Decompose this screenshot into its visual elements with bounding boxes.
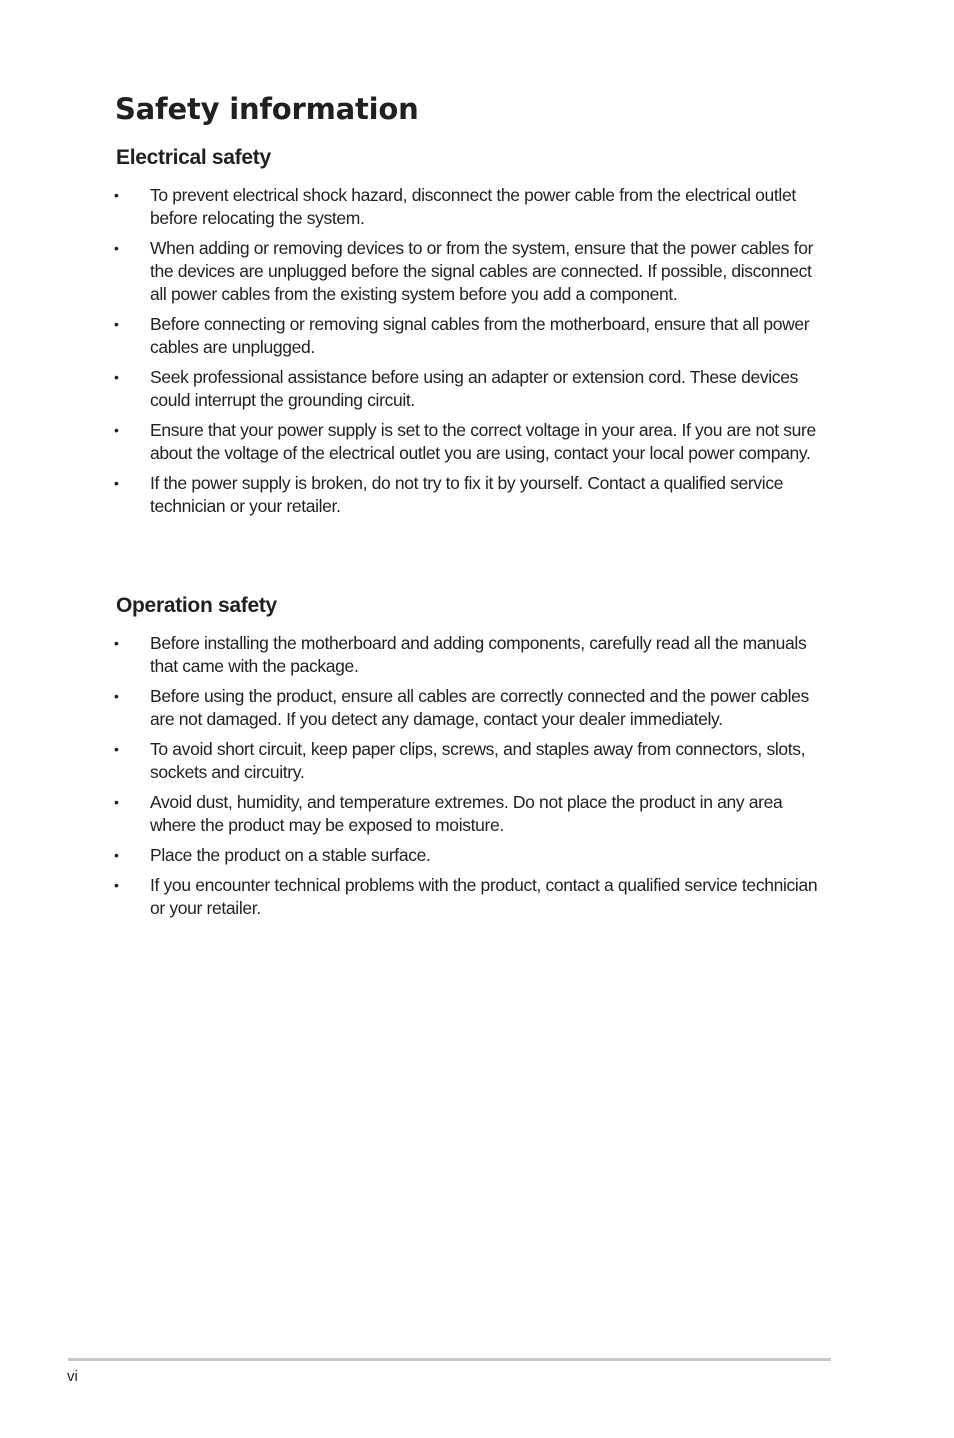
list-item-text: Before installing the motherboard and adding components, carefully read all the manuals that came with the package. [150,633,807,676]
bullet-icon: • [114,422,119,438]
list-item [0,791,832,837]
list-item [0,738,832,784]
list-item-text: Place the product on a stable surface. [150,845,431,865]
list-item [0,685,832,731]
bullet-icon: • [114,741,119,757]
list-item [0,844,832,867]
footer-divider [68,1358,831,1361]
bullet-icon: • [114,877,119,893]
list-item-text: If you encounter technical problems with the product, contact a qualified service technician or your retailer. [150,875,818,918]
bullet-icon: • [114,369,119,385]
list-item [0,313,832,359]
list-item [0,874,832,920]
list-item [0,366,832,412]
list-item-text: When adding or removing devices to or from the system, ensure that the power cables for the devices are unplugged before the signal cables are connected. If possible, disconnect all power cables from the existing system before you add a component. [150,238,814,304]
list-item [0,237,832,306]
list-item [0,184,832,230]
page-number: vi [67,1368,78,1385]
list-item-text: Before connecting or removing signal cables from the motherboard, ensure that all power cables are unplugged. [150,314,810,357]
list-item-text: Before using the product, ensure all cables are correctly connected and the power cables are not damaged. If you detect any damage, contact your dealer immediately. [150,686,809,729]
section-heading-operation-safety: Operation safety [116,594,277,617]
list-item-text: Ensure that your power supply is set to the correct voltage in your area. If you are not sure about the voltage of the electrical outlet you are using, contact your local power company. [150,420,816,463]
section-heading-electrical-safety: Electrical safety [116,146,271,169]
operation-safety-list [0,632,954,920]
bullet-icon: • [114,688,119,704]
list-item [0,472,832,518]
operation-safety-section [0,592,954,927]
list-item-text: To avoid short circuit, keep paper clips, screws, and staples away from connectors, slots, sockets and circuitry. [150,739,806,782]
list-item-text: Avoid dust, humidity, and temperature extremes. Do not place the product in any area where the product may be exposed to moisture. [150,792,783,835]
bullet-icon: • [114,316,119,332]
bullet-icon: • [114,794,119,810]
electrical-safety-section [0,144,954,525]
list-item [0,632,832,678]
electrical-safety-list [0,184,954,518]
list-item [0,419,832,465]
list-item-text: Seek professional assistance before using an adapter or extension cord. These devices could interrupt the grounding circuit. [150,367,798,410]
bullet-icon: • [114,187,119,203]
page-title: Safety information [115,92,419,126]
bullet-icon: • [114,240,119,256]
bullet-icon: • [114,635,119,651]
bullet-icon: • [114,847,119,863]
list-item-text: To prevent electrical shock hazard, disconnect the power cable from the electrical outlet before relocating the system. [150,185,796,228]
bullet-icon: • [114,475,119,491]
list-item-text: If the power supply is broken, do not try to fix it by yourself. Contact a qualified service technician or your retailer. [150,473,784,516]
